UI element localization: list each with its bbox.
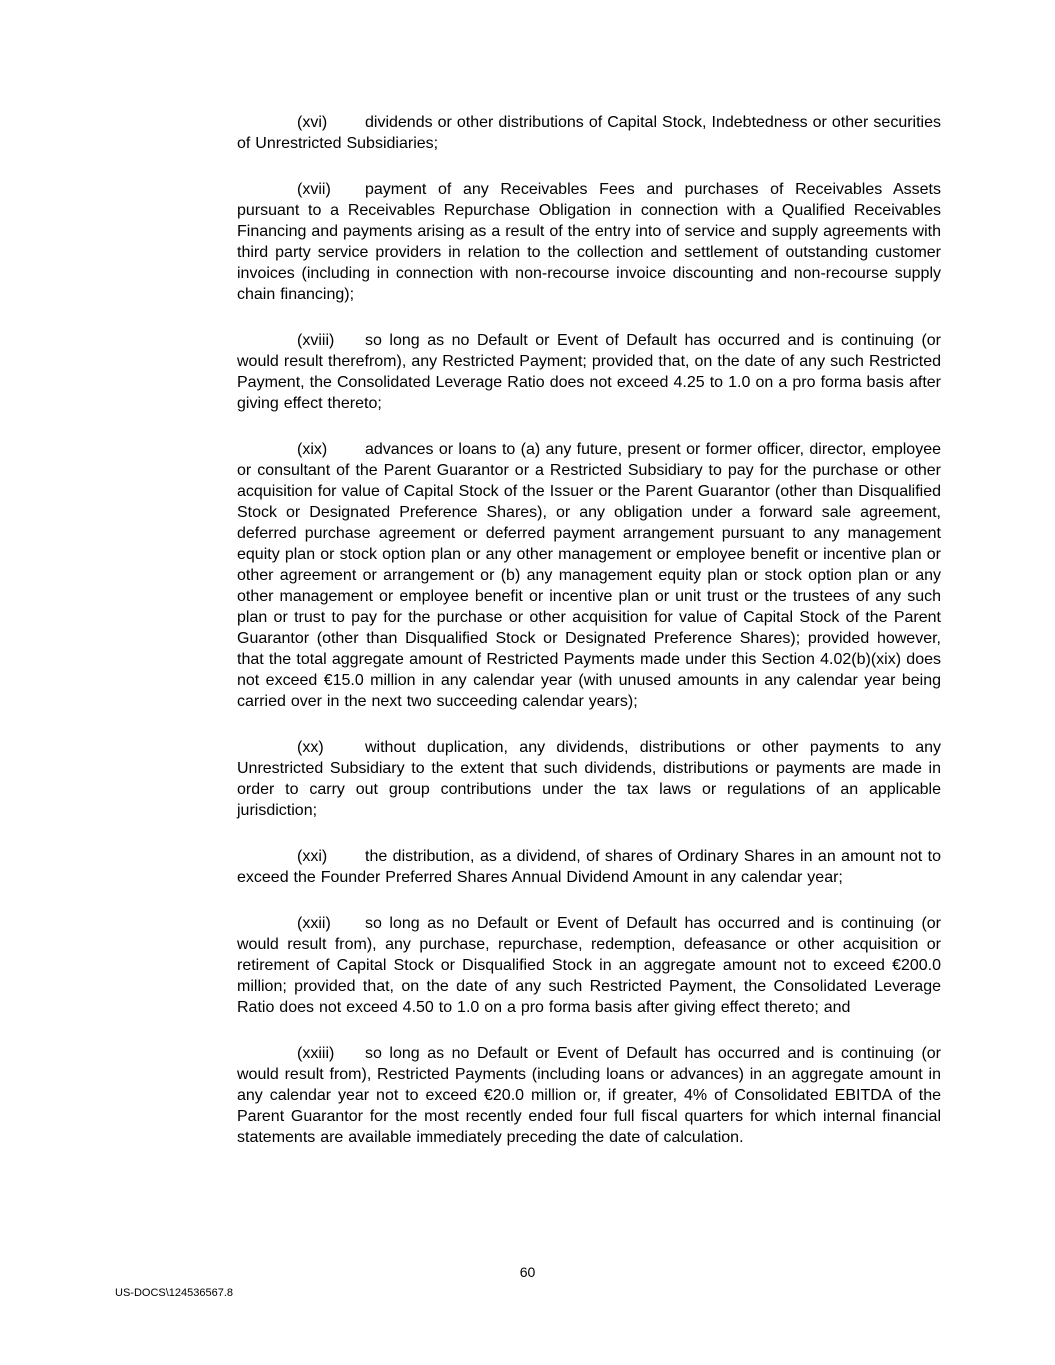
clause-text: advances or loans to (a) any future, present or former officer, director, employee or consultant of the Parent Guarantor or a Restricted Subsidiary to pay for the purchase or other acquisition for value of Capital Stock of the Issuer or the Parent Guarantor (other than Disqualified Stock or Designated Preference Shares), or any obligation under a forward sale agreement, deferred purchase agreement or deferred payment arrangement pursuant to any management equity plan or stock option plan or any other management or employee benefit or incentive plan or other agreement or arrangement or (b) any management equity plan or stock option plan or any other management or employee benefit or incentive plan or unit trust or the trustees of any such plan or trust to pay for the purchase or other acquisition for value of Capital Stock of the Parent Guarantor (other than Disqualified Stock or Designated Preference Shares); provided however, that the total aggregate amount of Restricted Payments made under this Section 4.02(b)(xix) does not exceed €15.0 million in any calendar year (with unused amounts in any calendar year being carried over in the next two succeeding calendar years); <box>237 441 941 710</box>
clause-label: (xxii) <box>297 915 331 932</box>
clause-paragraph <box>237 112 941 154</box>
clause-text: the distribution, as a dividend, of shares of Ordinary Shares in an amount not to exceed the Founder Preferred Shares Annual Dividend Amount in any calendar year; <box>237 848 941 886</box>
clause-paragraph <box>237 439 941 712</box>
clause-text: so long as no Default or Event of Default has occurred and is continuing (or would result from), Restricted Payments (including loans or advances) in an aggregate amount in any calendar year not to exceed €20.0 million or, if greater, 4% of Consolidated EBITDA of the Parent Guarantor for the most recently ended four full fiscal quarters for which internal financial statements are available immediately preceding the date of calculation. <box>237 1045 941 1146</box>
clause-label: (xxiii) <box>297 1045 335 1062</box>
clause-label: (xxi) <box>297 848 328 865</box>
clause-paragraph <box>237 913 941 1018</box>
clause-label: (xx) <box>297 739 324 756</box>
clause-label: (xvi) <box>297 114 328 131</box>
clause-paragraph <box>237 846 941 888</box>
clause-text: so long as no Default or Event of Default has occurred and is continuing (or would result from), any purchase, repurchase, redemption, defeasance or other acquisition or retirement of Capital Stock or Disqualified Stock in an aggregate amount not to exceed €200.0 million; provided that, on the date of any such Restricted Payment, the Consolidated Leverage Ratio does not exceed 4.50 to 1.0 on a pro forma basis after giving effect thereto; and <box>237 915 941 1016</box>
clause-paragraph <box>237 1043 941 1148</box>
document-body <box>237 112 941 1148</box>
clause-paragraph <box>237 737 941 821</box>
clause-label: (xix) <box>297 441 328 458</box>
clause-paragraph <box>237 330 941 414</box>
document-id-footer: US-DOCS\124536567.8 <box>115 1287 234 1299</box>
clause-label: (xviii) <box>297 332 335 349</box>
page-number: 60 <box>519 1264 536 1280</box>
clause-text: dividends or other distributions of Capital Stock, Indebtedness or other securities of Unrestricted Subsidiaries; <box>237 114 941 152</box>
clause-text: so long as no Default or Event of Default has occurred and is continuing (or would result therefrom), any Restricted Payment; provided that, on the date of any such Restricted Payment, the Consolidated Leverage Ratio does not exceed 4.25 to 1.0 on a pro forma basis after giving effect thereto; <box>237 332 941 412</box>
clause-text: payment of any Receivables Fees and purchases of Receivables Assets pursuant to a Receivables Repurchase Obligation in connection with a Qualified Receivables Financing and payments arising as a result of the entry into of service and supply agreements with third party service providers in relation to the collection and settlement of outstanding customer invoices (including in connection with non-recourse invoice discounting and non-recourse supply chain financing); <box>237 181 941 303</box>
clause-text: without duplication, any dividends, distributions or other payments to any Unrestricted Subsidiary to the extent that such dividends, distributions or payments are made in order to carry out group contributions under the tax laws or regulations of an applicable jurisdiction; <box>237 739 941 819</box>
clause-paragraph <box>237 179 941 305</box>
clause-label: (xvii) <box>297 181 331 198</box>
